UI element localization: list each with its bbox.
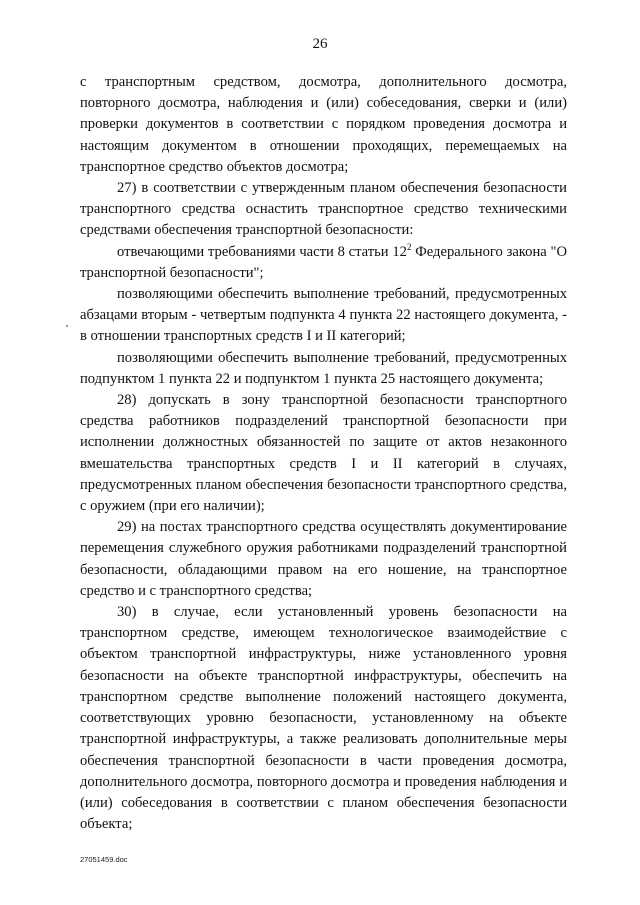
margin-dot-mark [66, 325, 68, 327]
paragraph-item-28: 28) допускать в зону транспортной безопасности транспортного средства работников подразделений транспортной безопасности при исполнении должностных обязанностей по защите от актов незаконного вмешательства транспортных средств I и II категорий в случаях, предусмотренных планом обеспечения безопасности транспортного средства, с оружием (при его наличии); [80, 392, 567, 515]
paragraph-item-30: 30) в случае, если установленный уровень безопасности на транспортном средстве, имеющем технологическое взаимодействие с объектом транспортной инфраструктуры, ниже установленного уровня безопасности на объекте транспортной инфраструктуры, обеспечить на транспортном средстве выполнение положений настоящего документа, соответствующих уровню безопасности, установленному на объекте транспортной инфраструктуры, а также реализовать дополнительные меры обеспечения транспортной безопасности в части проведения досмотра, дополнительного досмотра, повторного досмотра и проведения наблюдения и (или) собеседования в соответствии с планом обеспечения безопасности объекта; [80, 604, 567, 833]
paragraph-item-29: 29) на постах транспортного средства осуществлять документирование перемещения служебного оружия работниками подразделений транспортной безопасности, обладающими правом на его ношение, на транспортное средство и с транспортного средства; [80, 519, 567, 599]
paragraph-item-27-requirement-c: позволяющими обеспечить выполнение требований, предусмотренных подпунктом 1 пункта 22 и подпунктом 1 пункта 25 настоящего документа; [80, 349, 567, 387]
requirement-a-text: отвечающими требованиями части 8 статьи 12 [117, 243, 407, 260]
article-superscript: 2 [406, 241, 412, 252]
footer-document-code: 27051459.doc [80, 855, 128, 864]
requirement-a-text-tail: Федерального закона "О транспортной безопасности"; [80, 243, 567, 281]
paragraph-item-27-requirement-a [80, 242, 567, 284]
paragraph-continuation: с транспортным средством, досмотра, дополнительного досмотра, повторного досмотра, наблюдения и (или) собеседования, сверки и (или) проверки документов в соответствии с порядком проведения досмотра и настоящим документом в отношении проходящих, перемещаемых на транспортное средство объектов досмотра; [80, 74, 567, 175]
page-number: 26 [312, 36, 328, 52]
paragraph-item-27: 27) в соответствии с утвержденным планом обеспечения безопасности транспортного средства оснастить транспортное средство техническими средствами обеспечения транспортной безопасности: [80, 180, 567, 239]
paragraph-item-27-requirement-b: позволяющими обеспечить выполнение требований, предусмотренных абзацами вторым - четвертым подпункта 4 пункта 22 настоящего документа, - в отношении транспортных средств I и II категорий; [80, 286, 567, 345]
document-body [80, 72, 567, 835]
